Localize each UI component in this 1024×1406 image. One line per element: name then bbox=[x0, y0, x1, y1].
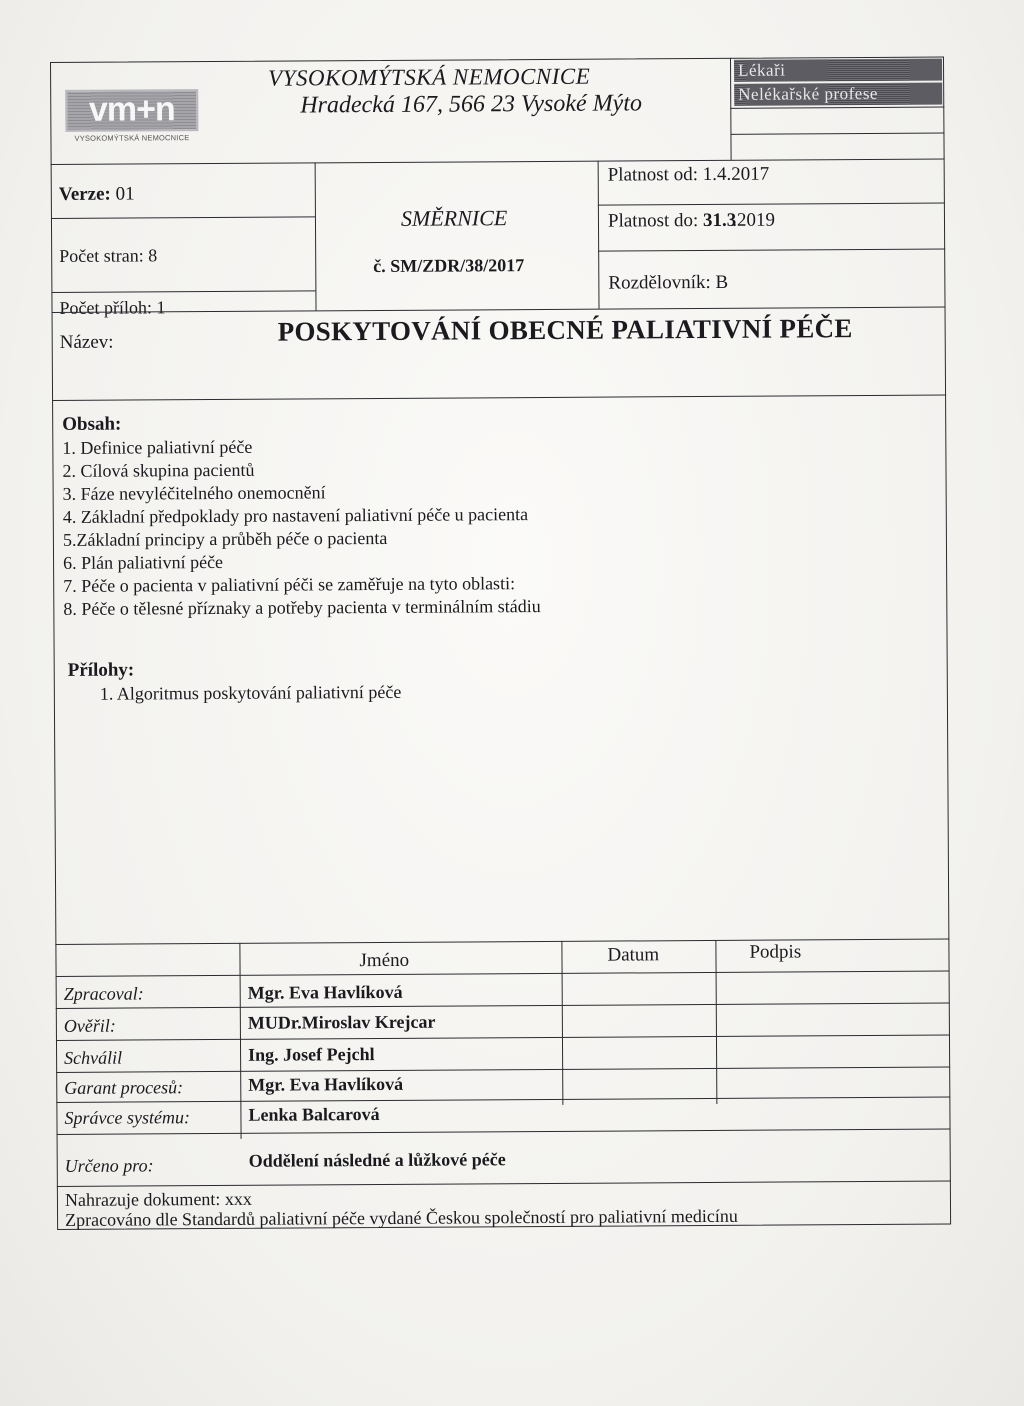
contents-item: 8. Péče o tělesné příznaky a potřeby pacienta v terminálním stádiu bbox=[63, 596, 541, 619]
row-role: Určeno pro: bbox=[64, 1155, 154, 1176]
row-role: Zpracoval: bbox=[63, 983, 144, 1004]
distribution-list: Rozdělovník: B bbox=[608, 271, 729, 294]
valid-to-rest: .2019 bbox=[732, 209, 776, 231]
version-field bbox=[59, 183, 135, 205]
contents-item: 6. Plán paliativní péče bbox=[62, 551, 224, 573]
page-count: Počet stran: 8 bbox=[59, 245, 158, 266]
doc-number: č. SM/ZDR/38/2017 bbox=[373, 255, 525, 277]
document-form bbox=[50, 57, 951, 1230]
row-role: Správce systému: bbox=[64, 1107, 190, 1128]
logo-subtitle: VYSOKOMÝTSKÁ NEMOCNICE bbox=[74, 133, 190, 143]
form-frame bbox=[50, 57, 951, 1230]
version-value: 01 bbox=[115, 183, 135, 205]
attachment-count: Počet příloh: 1 bbox=[59, 297, 166, 318]
row-name: Ing. Josef Pejchl bbox=[248, 1044, 375, 1065]
hospital-logo bbox=[65, 89, 198, 142]
attachments-heading: Přílohy: bbox=[67, 659, 135, 681]
row-role: Garant procesů: bbox=[64, 1077, 184, 1098]
document-title: POSKYTOVÁNÍ OBECNÉ PALIATIVNÍ PÉČE bbox=[277, 313, 853, 347]
valid-to-label: Platnost do: bbox=[607, 210, 699, 232]
row-name: Mgr. Eva Havlíková bbox=[247, 981, 403, 1003]
row-role: Ověřil: bbox=[63, 1015, 116, 1036]
row-name: Lenka Balcarová bbox=[248, 1104, 380, 1125]
contents-item: 4. Základní předpoklady pro nastavení paliativní péče u pacienta bbox=[62, 504, 529, 527]
contents-item: 2. Cílová skupina pacientů bbox=[62, 459, 255, 481]
valid-to bbox=[608, 210, 775, 233]
logo-text: vm+n bbox=[88, 90, 175, 129]
attachment-item: 1. Algoritmus poskytování paliativní péče bbox=[99, 681, 402, 704]
contents-heading: Obsah: bbox=[62, 413, 122, 435]
source-note: Zpracováno dle Standardů paliativní péče vydané Českou společností pro paliativní medicínu bbox=[65, 1205, 738, 1230]
contents-item: 7. Péče o pacienta v paliativní péči se zaměřuje na tyto oblasti: bbox=[63, 573, 516, 596]
contents-item: 3. Fáze nevyléčitelného onemocnění bbox=[62, 482, 326, 504]
header-name: Jméno bbox=[359, 949, 410, 972]
row-role: Schválil bbox=[64, 1047, 123, 1068]
valid-to-bold: 31.3 bbox=[702, 209, 737, 232]
row-name: Mgr. Eva Havlíková bbox=[248, 1073, 404, 1095]
replaces-document: Nahrazuje dokument: xxx bbox=[64, 1188, 252, 1210]
valid-from: Platnost od: 1.4.2017 bbox=[607, 163, 770, 186]
header-signature: Podpis bbox=[749, 941, 802, 963]
hospital-address: Hradecká 167, 566 23 Vysoké Mýto bbox=[300, 90, 643, 119]
doc-type: SMĚRNICE bbox=[400, 205, 508, 231]
title-label: Název: bbox=[59, 331, 114, 353]
row-name: MUDr.Miroslav Krejcar bbox=[247, 1011, 436, 1033]
category-doctors: Lékaři bbox=[734, 59, 942, 82]
contents-item: 1. Definice paliativní péče bbox=[62, 436, 253, 458]
hospital-name: VYSOKOMÝTSKÁ NEMOCNICE bbox=[268, 63, 591, 91]
version-label: Verze: bbox=[58, 183, 111, 205]
contents-item: 5.Základní principy a průběh péče o pacienta bbox=[62, 527, 388, 550]
category-nonmedical: Nelékařské profese bbox=[734, 83, 942, 106]
header-date: Datum bbox=[607, 944, 660, 966]
row-name: Oddělení následné a lůžkové péče bbox=[248, 1149, 506, 1171]
